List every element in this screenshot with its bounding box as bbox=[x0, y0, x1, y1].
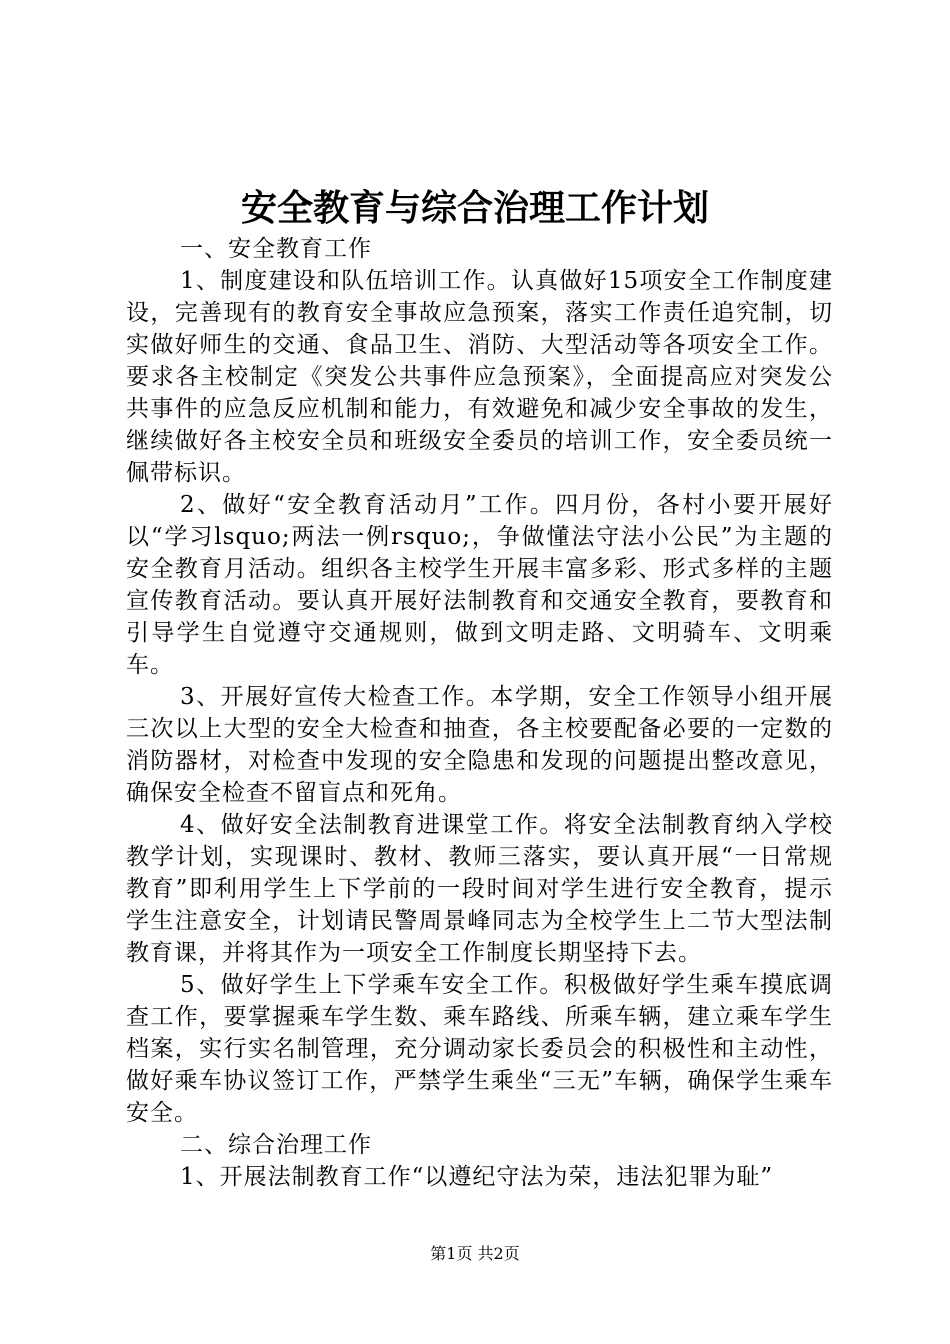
paragraph: 2、做好“安全教育活动月”工作。四月份，各村小要开展好以“学习lsquo;两法一例rsquo;，争做懂法守法小公民”为主题的安全教育月活动。组织各主校学生开展丰富多彩、形式多样的主题宣传教育活动。要认真开展好法制教育和交通安全教育，要教育和引导学生自觉遵守交通规则，做到文明走路、文明骑车、文明乘车。 bbox=[126, 492, 833, 678]
document-title: 安全教育与综合治理工作计划 bbox=[240, 187, 709, 229]
document-body bbox=[126, 233, 833, 1193]
section-heading: 二、综合治理工作 bbox=[180, 1132, 372, 1158]
paragraph: 1、制度建设和队伍培训工作。认真做好15项安全工作制度建设，完善现有的教育安全事故应急预案，落实工作责任追究制，切实做好师生的交通、食品卫生、消防、大型活动等各项安全工作。要求各主校制定《突发公共事件应急预案》，全面提高应对突发公共事件的应急反应机制和能力，有效避免和减少安全事故的发生，继续做好各主校安全员和班级安全委员的培训工作，安全委员统一佩带标识。 bbox=[126, 268, 833, 486]
page-footer: 第1页 共2页 bbox=[430, 1244, 520, 1263]
paragraph: 1、开展法制教育工作“以遵纪守法为荣，违法犯罪为耻” bbox=[180, 1164, 774, 1190]
paragraph: 4、做好安全法制教育进课堂工作。将安全法制教育纳入学校教学计划，实现课时、教材、教师三落实，要认真开展“一日常规教育”即利用学生上下学前的一段时间对学生进行安全教育，提示学生注意安全，计划请民警周景峰同志为全校学生上二节大型法制教育课，并将其作为一项安全工作制度长期坚持下去。 bbox=[126, 812, 833, 966]
paragraph: 3、开展好宣传大检查工作。本学期，安全工作领导小组开展三次以上大型的安全大检查和抽查，各主校要配备必要的一定数的消防器材，对检查中发现的安全隐患和发现的问题提出整改意见，确保安全检查不留盲点和死角。 bbox=[126, 684, 833, 806]
section-heading: 一、安全教育工作 bbox=[180, 236, 372, 262]
paragraph: 5、做好学生上下学乘车安全工作。积极做好学生乘车摸底调查工作，要掌握乘车学生数、乘车路线、所乘车辆，建立乘车学生档案，实行实名制管理，充分调动家长委员会的积极性和主动性，做好乘车协议签订工作，严禁学生乘坐“三无”车辆，确保学生乘车安全。 bbox=[126, 972, 833, 1126]
